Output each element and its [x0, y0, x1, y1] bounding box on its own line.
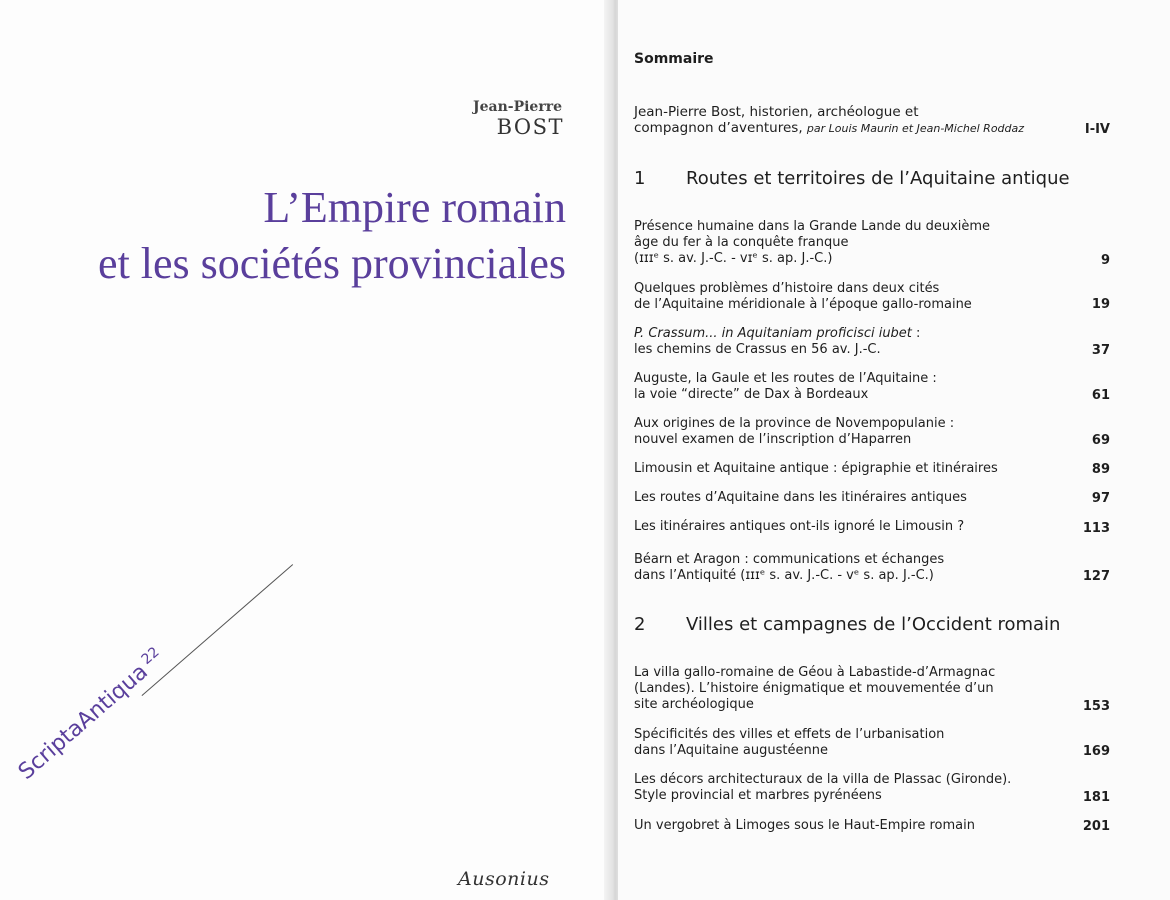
toc-heading: Sommaire	[634, 51, 714, 67]
toc-entry	[634, 490, 1034, 506]
toc-entry	[634, 371, 1034, 403]
book-title-line-2: et les sociétés provinciales	[98, 239, 566, 288]
publisher-logo: Ausonius	[458, 868, 550, 890]
section-title: Routes et territoires de l’Aquitaine antique	[686, 168, 1070, 189]
section-title: Villes et campagnes de l’Occident romain	[686, 614, 1061, 635]
toc-entry-page: 69	[1091, 433, 1110, 448]
toc-section-2	[634, 614, 1060, 635]
toc-intro-entry	[634, 104, 1104, 137]
toc-entry	[634, 727, 1034, 759]
toc-entry-title: : les chemins de Crassus en 56 av. J.-C.	[634, 326, 921, 357]
toc-entry-page: 113	[1082, 521, 1110, 536]
toc-entry-title: Aux origines de la province de Novempopulanie : nouvel examen de l’inscription d’Haparren	[634, 416, 955, 447]
toc-entry	[634, 281, 1034, 313]
toc-entry-title: Spécificités des villes et effets de l’urbanisation dans l’Aquitaine augustéenne	[634, 727, 945, 758]
toc-entry	[634, 519, 1034, 535]
toc-entry-dates: (ɪɪɪᵉ s. av. J.-C. - vɪᵉ s. ap. J.-C.)	[634, 251, 833, 266]
toc-entry-page: 89	[1091, 462, 1110, 477]
series-mark	[13, 644, 343, 845]
series-divider-line	[142, 564, 294, 696]
toc-entry-page: 181	[1082, 790, 1110, 805]
toc-entry-page: 97	[1091, 491, 1110, 506]
toc-entry-page: 37	[1091, 343, 1110, 358]
toc-intro-byline: par Louis Maurin et Jean-Michel Roddaz	[806, 122, 1025, 135]
book-title-line-1: L’Empire romain	[263, 183, 566, 232]
toc-entry	[634, 552, 1034, 584]
toc-entry-title: Auguste, la Gaule et les routes de l’Aquitaine : la voie “directe” de Dax à Bordeaux	[634, 371, 937, 402]
series-number: 22	[138, 644, 163, 668]
toc-section-1	[634, 168, 1070, 189]
toc-entry	[634, 416, 1034, 448]
toc-entry-page: 127	[1082, 569, 1110, 584]
author-first-name: Jean-Pierre	[472, 99, 562, 115]
series-name: ScriptaAntiqua	[13, 659, 153, 785]
toc-entry	[634, 326, 1034, 358]
toc-entry-title: Béarn et Aragon : communications et échanges dans l’Antiquité (ɪɪɪᵉ s. av. J.-C. - vᵉ s. ap. J.-C.)	[634, 552, 945, 583]
toc-entry-page: 201	[1082, 819, 1110, 834]
toc-entry-title: La villa gallo-romaine de Géou à Labastide-d’Armagnac (Landes). L’histoire énigmatique et mouvementée d’un site archéologique	[634, 665, 996, 712]
toc-entry	[634, 219, 1034, 267]
section-number: 1	[634, 168, 646, 189]
toc-entry-page: 61	[1091, 388, 1110, 403]
toc-entry-title: Les itinéraires antiques ont-ils ignoré le Limousin ?	[634, 519, 965, 534]
toc-entry-title: Un vergobret à Limoges sous le Haut-Empire romain	[634, 818, 975, 833]
toc-entry	[634, 772, 1034, 804]
toc-intro-page: I-IV	[1084, 122, 1110, 137]
toc-entry	[634, 665, 1034, 713]
table-of-contents-page	[618, 0, 1170, 900]
toc-entry	[634, 461, 1034, 477]
section-number: 2	[634, 614, 646, 635]
toc-entry-italic-title: P. Crassum... in Aquitaniam proficisci iubet	[634, 326, 912, 341]
toc-entry-title: Présence humaine dans la Grande Lande du deuxième âge du fer à la conquête franque	[634, 219, 991, 250]
toc-entry-page: 169	[1082, 744, 1110, 759]
toc-entry-title: Les routes d’Aquitaine dans les itinéraires antiques	[634, 490, 967, 505]
toc-entry-title: Les décors architecturaux de la villa de Plassac (Gironde). Style provincial et marbres pyrénéens	[634, 772, 1012, 803]
author-last-name: BOST	[496, 115, 564, 139]
toc-entry-title: Quelques problèmes d’histoire dans deux cités de l’Aquitaine méridionale à l’époque gallo-romaine	[634, 281, 972, 312]
book-title	[98, 180, 566, 292]
toc-entry-title: Limousin et Aquitaine antique : épigraphie et itinéraires	[634, 461, 998, 476]
toc-entry-page: 9	[1100, 253, 1110, 268]
toc-intro-title: Jean-Pierre Bost, historien, archéologue et compagnon d’aventures,	[634, 104, 919, 136]
toc-entry	[634, 818, 1034, 834]
toc-entry-page: 153	[1082, 699, 1110, 714]
series-label	[13, 644, 169, 785]
toc-entry-page: 19	[1091, 297, 1110, 312]
